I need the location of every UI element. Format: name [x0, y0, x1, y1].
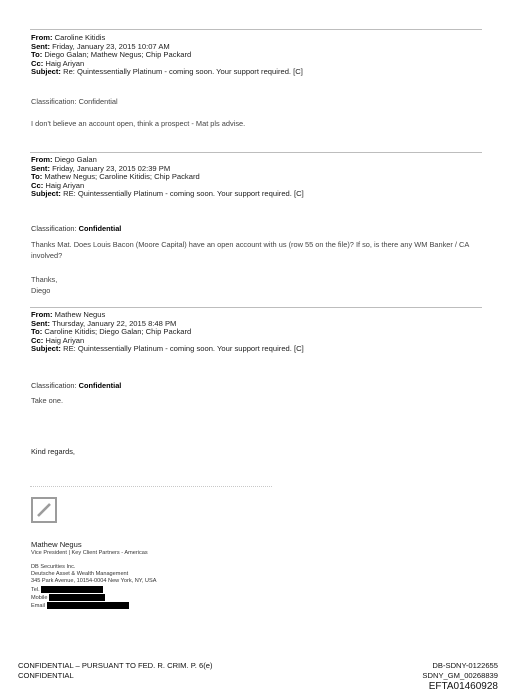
separator-rule — [30, 307, 482, 308]
footer-right — [422, 661, 498, 692]
redaction-bar — [41, 586, 103, 593]
mobile-label: Mobile — [31, 594, 48, 601]
redaction-bar — [47, 602, 129, 609]
from-value: Caroline Kitidis — [54, 33, 106, 42]
sent-value: Thursday, January 22, 2015 8:48 PM — [51, 318, 177, 328]
email-body-2: Thanks Mat. Does Louis Bacon (Moore Capital) have an open account with us (row 55 on the file)? If so, is there any WM Banker / CA involved? — [31, 240, 469, 260]
cc-value: Haig Ariyan — [45, 180, 85, 190]
email-header-3: From: Mathew Negus Sent: Thursday, January 22, 2015 8:48 PM To: Caroline Kitidis; Diego Galan; Chip Packard Cc: Haig Ariyan Subject: RE: Quintessentially Platinum - coming soon. Your support required. [C] — [31, 310, 304, 354]
classification-3: Classification: Confidential — [31, 381, 122, 390]
confidential-label: CONFIDENTIAL — [18, 671, 74, 680]
separator-rule — [30, 152, 482, 153]
from-value: Diego Galan — [54, 155, 97, 164]
classification-1: Classification: Confidential — [31, 97, 118, 106]
subject-value: RE: Quintessentially Platinum - coming soon. Your support required. [C] — [63, 189, 304, 199]
email-body-1: I don't believe an account open, think a prospect - Mat pls advise. — [31, 119, 246, 128]
tel-label: Tel. — [31, 586, 40, 593]
footer-left — [18, 661, 213, 681]
email-body-3: Take one. — [31, 396, 64, 405]
redaction-bar — [49, 594, 105, 601]
email-signoff-2: Diego — [31, 286, 51, 295]
confidential-notice: CONFIDENTIAL – PURSUANT TO FED. R. CRIM. P. 6(e) — [18, 661, 213, 670]
email-regards-3: Kind regards, — [31, 447, 75, 456]
email-label: Email — [31, 602, 45, 609]
to-value: Mathew Negus; Caroline Kitidis; Chip Packard — [44, 172, 200, 182]
signature-title: Vice President | Key Client Partners - Americas — [31, 550, 148, 556]
signature-address-block — [31, 564, 156, 610]
signature-divider — [30, 486, 272, 487]
company-name: DB Securities Inc. — [31, 564, 76, 570]
subject-value: RE: Quintessentially Platinum - coming soon. Your support required. [C] — [63, 344, 304, 354]
sent-value: Friday, January 23, 2015 10:07 AM — [52, 41, 170, 51]
bates-number-1: DB-SDNY-0122655 — [432, 661, 498, 670]
email-closing-2: Thanks, — [31, 275, 58, 284]
signature-name: Mathew Negus — [31, 540, 82, 549]
to-value: Diego Galan; Mathew Negus; Chip Packard — [44, 50, 192, 60]
street-address: 345 Park Avenue, 10154-0004 New York, NY, USA — [31, 578, 157, 585]
bates-number-2: SDNY_GM_00268839 — [422, 671, 498, 680]
division-name: Deutsche Asset & Wealth Management — [31, 571, 129, 578]
logo-slash-icon — [33, 499, 55, 521]
cc-value: Haig Ariyan — [45, 335, 85, 345]
company-logo — [31, 497, 57, 523]
subject-value: Re: Quintessentially Platinum - coming soon. Your support required. [C] — [63, 67, 303, 77]
email-header-1: From: Caroline Kitidis Sent: Friday, January 23, 2015 10:07 AM To: Diego Galan; Mathew Negus; Chip Packard Cc: Haig Ariyan Subject: Re: Quintessentially Platinum - coming soon. Your support required. [C] — [31, 33, 303, 77]
bates-number-3: EFTA01460928 — [428, 681, 498, 692]
sent-value: Friday, January 23, 2015 02:39 PM — [52, 163, 171, 173]
cc-value: Haig Ariyan — [45, 58, 85, 68]
separator-rule — [30, 29, 482, 30]
to-value: Caroline Kitidis; Diego Galan; Chip Packard — [44, 327, 192, 337]
from-value: Mathew Negus — [54, 310, 106, 319]
classification-2: Classification: Confidential — [31, 224, 122, 233]
email-header-2: From: Diego Galan Sent: Friday, January 23, 2015 02:39 PM To: Mathew Negus; Caroline Kitidis; Chip Packard Cc: Haig Ariyan Subject: RE: Quintessentially Platinum - coming soon. Your support required. [C] — [31, 155, 304, 199]
